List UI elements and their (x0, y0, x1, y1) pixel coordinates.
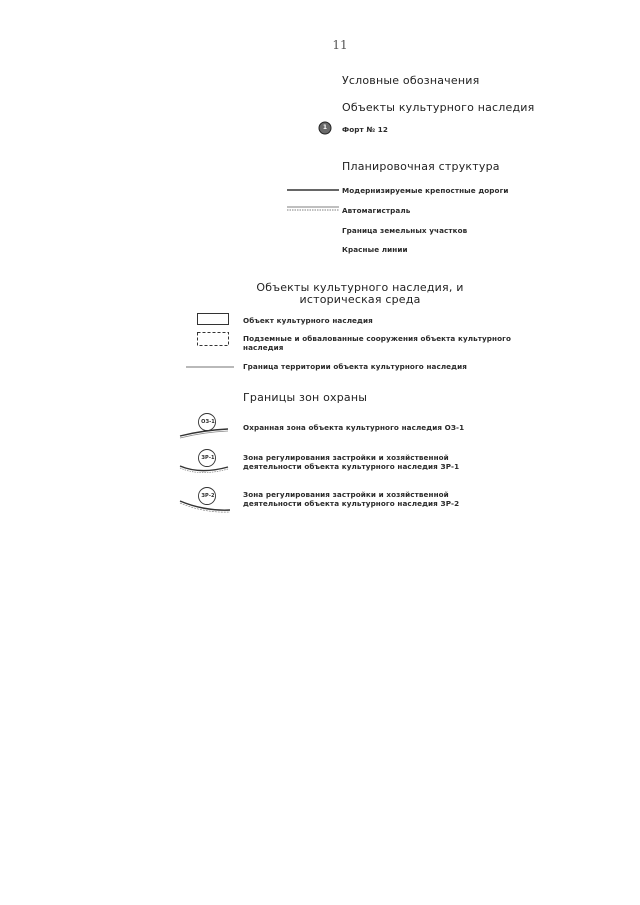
zone-zr2-marker: ЗР-2 (201, 493, 215, 499)
zone-oz1-boundary-icon (178, 412, 230, 442)
zone-oz1-label: Охранная зона объекта культурного наследия ОЗ-1 (243, 423, 465, 432)
legend-title: Условные обозначения (342, 74, 480, 87)
territory-boundary-line-icon (186, 366, 234, 368)
zone-zr2-boundary-icon (178, 487, 230, 517)
planning-item-red-lines: Красные линии (342, 245, 408, 254)
heritage-section-title: Объекты культурного наследия (342, 101, 535, 114)
planning-item-land-boundary: Граница земельных участков (342, 226, 468, 235)
heritage-env-title-line2: историческая среда (299, 293, 421, 306)
fort-marker-number: 1 (322, 124, 328, 131)
heritage-env-item-object: Объект культурного наследия (243, 316, 373, 325)
heritage-object-rect-icon (197, 313, 229, 325)
heritage-env-item-territory: Граница территории объекта культурного наследия (243, 362, 467, 371)
zone-oz1-marker: ОЗ-1 (201, 419, 215, 425)
planning-item-highway: Автомагистраль (342, 206, 411, 215)
page-number: 11 (332, 38, 348, 52)
heritage-env-title-line1: Объекты культурного наследия, и (256, 281, 464, 294)
zone-zr1-marker: ЗР-1 (201, 455, 215, 461)
zone-zr2-label: Зона регулирования застройки и хозяйственной деятельности объекта культурного наследия ЗР-2 (243, 490, 460, 508)
planning-item-roads: Модернизируемые крепостные дороги (342, 186, 509, 195)
fort-label: Форт № 12 (342, 125, 388, 134)
zone-zr1-boundary-icon (178, 448, 230, 478)
zone-zr1-label: Зона регулирования застройки и хозяйственной деятельности объекта культурного наследия ЗР-1 (243, 453, 460, 471)
fortress-road-line-icon (287, 188, 339, 192)
highway-line-icon (287, 206, 339, 212)
planning-title: Планировочная структура (342, 160, 500, 173)
heritage-env-item-underground: Подземные и обвалованные сооружения объекта культурного наследия (243, 334, 512, 352)
zones-title: Границы зон охраны (243, 391, 368, 404)
underground-structure-dashed-rect-icon (197, 332, 229, 346)
